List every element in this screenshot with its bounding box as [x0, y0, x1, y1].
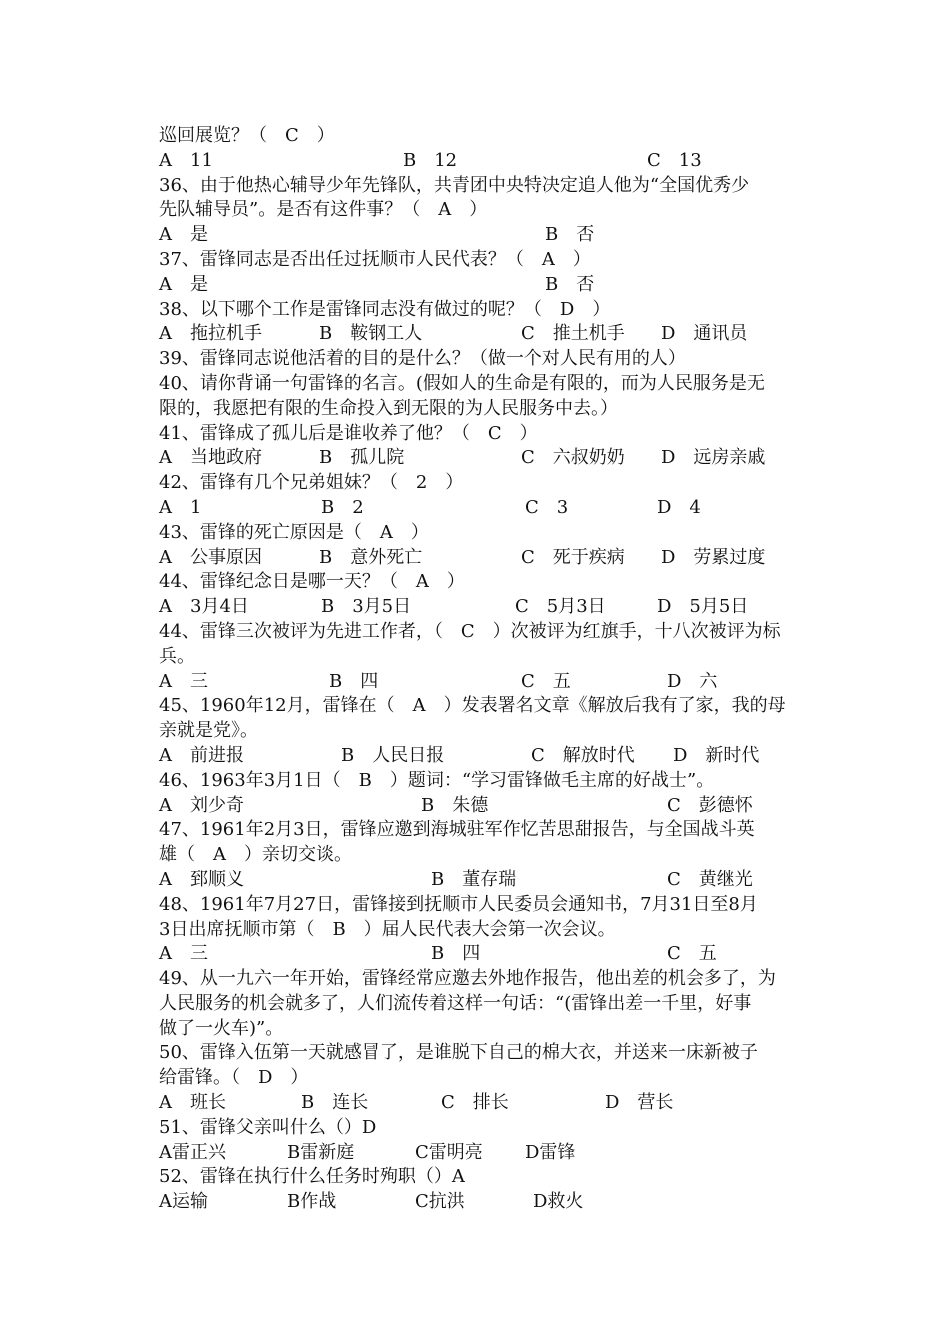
option-c: C 五 — [667, 943, 717, 965]
options-line — [159, 149, 819, 174]
option-a: A 郅顺义 — [159, 868, 244, 890]
option-a: A 拖拉机手 — [159, 323, 262, 345]
options-line — [159, 322, 819, 347]
option-a: A 11 — [159, 149, 213, 171]
option-b: B 四 — [329, 670, 379, 692]
option-a: A运输 — [159, 1191, 208, 1213]
option-c: C 彭德怀 — [667, 794, 753, 816]
option-b: B 连长 — [301, 1092, 369, 1114]
option-a: A 是 — [159, 224, 208, 246]
option-b: B 朱德 — [421, 794, 489, 816]
option-d: D 通讯员 — [661, 323, 748, 345]
text-line: 人民服务的机会就多了，人们流传着这样一句话：“(雷锋出差一千里，好事 — [159, 992, 752, 1014]
option-a: A 班长 — [159, 1092, 226, 1114]
question-44b: 44、雷锋三次被评为先进工作者，（ C ）次被评为红旗手，十八次被评为标 — [159, 620, 781, 642]
text-line: 做了一火车)”。 — [159, 1017, 284, 1039]
question-50: 50、雷锋入伍第一天就感冒了，是谁脱下自己的棉大衣，并送来一床新被子 — [159, 1042, 758, 1064]
options-line — [159, 446, 819, 471]
question-36: 36、由于他热心辅导少年先锋队，共青团中央特决定追人他为“全国优秀少 — [159, 174, 750, 196]
option-b: B 否 — [545, 273, 595, 295]
option-c: C 推土机手 — [521, 323, 625, 345]
option-d: D 4 — [657, 496, 701, 518]
option-a: A雷正兴 — [159, 1141, 226, 1163]
option-a: A 公事原因 — [159, 546, 262, 568]
option-c: C 排长 — [441, 1092, 509, 1114]
text-line: 先队辅导员”。是否有这件事？（ A ） — [159, 199, 488, 221]
options-line — [159, 1141, 819, 1166]
option-c: C 3 — [525, 496, 569, 518]
options-line — [159, 670, 819, 695]
option-c: C 解放时代 — [531, 744, 635, 766]
question-46: 46、1963年3月1日（ B ）题词：“学习雷锋做毛主席的好战士”。 — [159, 769, 715, 791]
option-b: B雷新庭 — [287, 1141, 355, 1163]
options-line — [159, 868, 819, 893]
option-c: C 死于疾病 — [521, 546, 625, 568]
question-42: 42、雷锋有几个兄弟姐妹？（ 2 ） — [159, 472, 464, 494]
option-b: B 3月5日 — [321, 596, 412, 618]
question-45: 45、1960年12月，雷锋在（ A ）发表署名文章《解放后我有了家，我的母 — [159, 695, 786, 717]
options-line — [159, 496, 819, 521]
option-a: A 刘少奇 — [159, 794, 244, 816]
options-line — [159, 1091, 819, 1116]
option-c: C抗洪 — [415, 1191, 465, 1213]
question-43: 43、雷锋的死亡原因是（ A ） — [159, 521, 429, 543]
question-51: 51、雷锋父亲叫什么（）D — [159, 1116, 377, 1138]
question-49: 49、从一九六一年开始，雷锋经常应邀去外地作报告，他出差的机会多了，为 — [159, 968, 776, 990]
option-d: D救火 — [533, 1191, 584, 1213]
option-d: D 劳累过度 — [661, 546, 766, 568]
option-a: A 三 — [159, 670, 208, 692]
option-c: C 黄继光 — [667, 868, 753, 890]
text-line: 巡回展览？（ C ） — [159, 125, 335, 146]
option-a: A 当地政府 — [159, 447, 262, 469]
option-b: B 意外死亡 — [319, 546, 423, 568]
option-b: B 否 — [545, 224, 595, 246]
quiz-content — [159, 124, 819, 1215]
question-38: 38、以下哪个工作是雷锋同志没有做过的呢？（ D ） — [159, 298, 611, 320]
text-line: 给雷锋。（ D ） — [159, 1067, 309, 1089]
question-41: 41、雷锋成了孤儿后是谁收养了他？（ C ） — [159, 422, 538, 444]
option-d: D 远房亲戚 — [661, 447, 766, 469]
text-line: 3日出席抚顺市第（ B ）届人民代表大会第一次会议。 — [159, 918, 616, 940]
question-47: 47、1961年2月3日，雷锋应邀到海城驻军作忆苦思甜报告，与全国战斗英 — [159, 819, 755, 841]
option-c: C 六叔奶奶 — [521, 447, 625, 469]
option-a: A 3月4日 — [159, 596, 249, 618]
option-b: B 四 — [431, 943, 481, 965]
option-b: B 孤儿院 — [319, 447, 405, 469]
option-c: C 5月3日 — [515, 596, 606, 618]
text-line: 亲就是党》。 — [159, 720, 258, 742]
option-c: C 13 — [647, 149, 702, 171]
option-b: B 董存瑞 — [431, 868, 517, 890]
options-line — [159, 794, 819, 819]
options-line — [159, 223, 819, 248]
question-48: 48、1961年7月27日，雷锋接到抚顺市人民委员会通知书，7月31日至8月 — [159, 893, 758, 915]
option-d: D雷锋 — [525, 1141, 576, 1163]
option-b: B 鞍钢工人 — [319, 323, 423, 345]
option-b: B 12 — [403, 149, 458, 171]
option-c: C 五 — [521, 670, 571, 692]
question-39: 39、雷锋同志说他活着的目的是什么？（做一个对人民有用的人） — [159, 348, 686, 370]
option-c: C雷明亮 — [415, 1141, 483, 1163]
option-a: A 1 — [159, 496, 202, 518]
option-b: B 人民日报 — [341, 744, 445, 766]
question-44: 44、雷锋纪念日是哪一天？（ A ） — [159, 571, 465, 593]
question-37: 37、雷锋同志是否出任过抚顺市人民代表？（ A ） — [159, 248, 591, 270]
text-line: 兵。 — [159, 645, 195, 667]
option-d: D 5月5日 — [657, 596, 749, 618]
question-52: 52、雷锋在执行什么任务时殉职（）A — [159, 1166, 465, 1188]
text-line: 限的，我愿把有限的生命投入到无限的为人民服务中去。） — [159, 397, 618, 419]
options-line — [159, 595, 819, 620]
text-line: 雄（ A ）亲切交谈。 — [159, 844, 352, 866]
option-b: B 2 — [321, 496, 364, 518]
option-a: A 前进报 — [159, 744, 244, 766]
option-d: D 新时代 — [673, 744, 760, 766]
option-b: B作战 — [287, 1191, 337, 1213]
options-line — [159, 744, 819, 769]
options-line — [159, 546, 819, 571]
options-line — [159, 273, 819, 298]
option-a: A 是 — [159, 273, 208, 295]
options-line — [159, 1190, 819, 1215]
option-d: D 六 — [667, 670, 718, 692]
question-40: 40、请你背诵一句雷锋的名言。(假如人的生命是有限的，而为人民服务是无 — [159, 372, 765, 394]
option-a: A 三 — [159, 943, 208, 965]
option-d: D 营长 — [605, 1092, 674, 1114]
options-line — [159, 942, 819, 967]
